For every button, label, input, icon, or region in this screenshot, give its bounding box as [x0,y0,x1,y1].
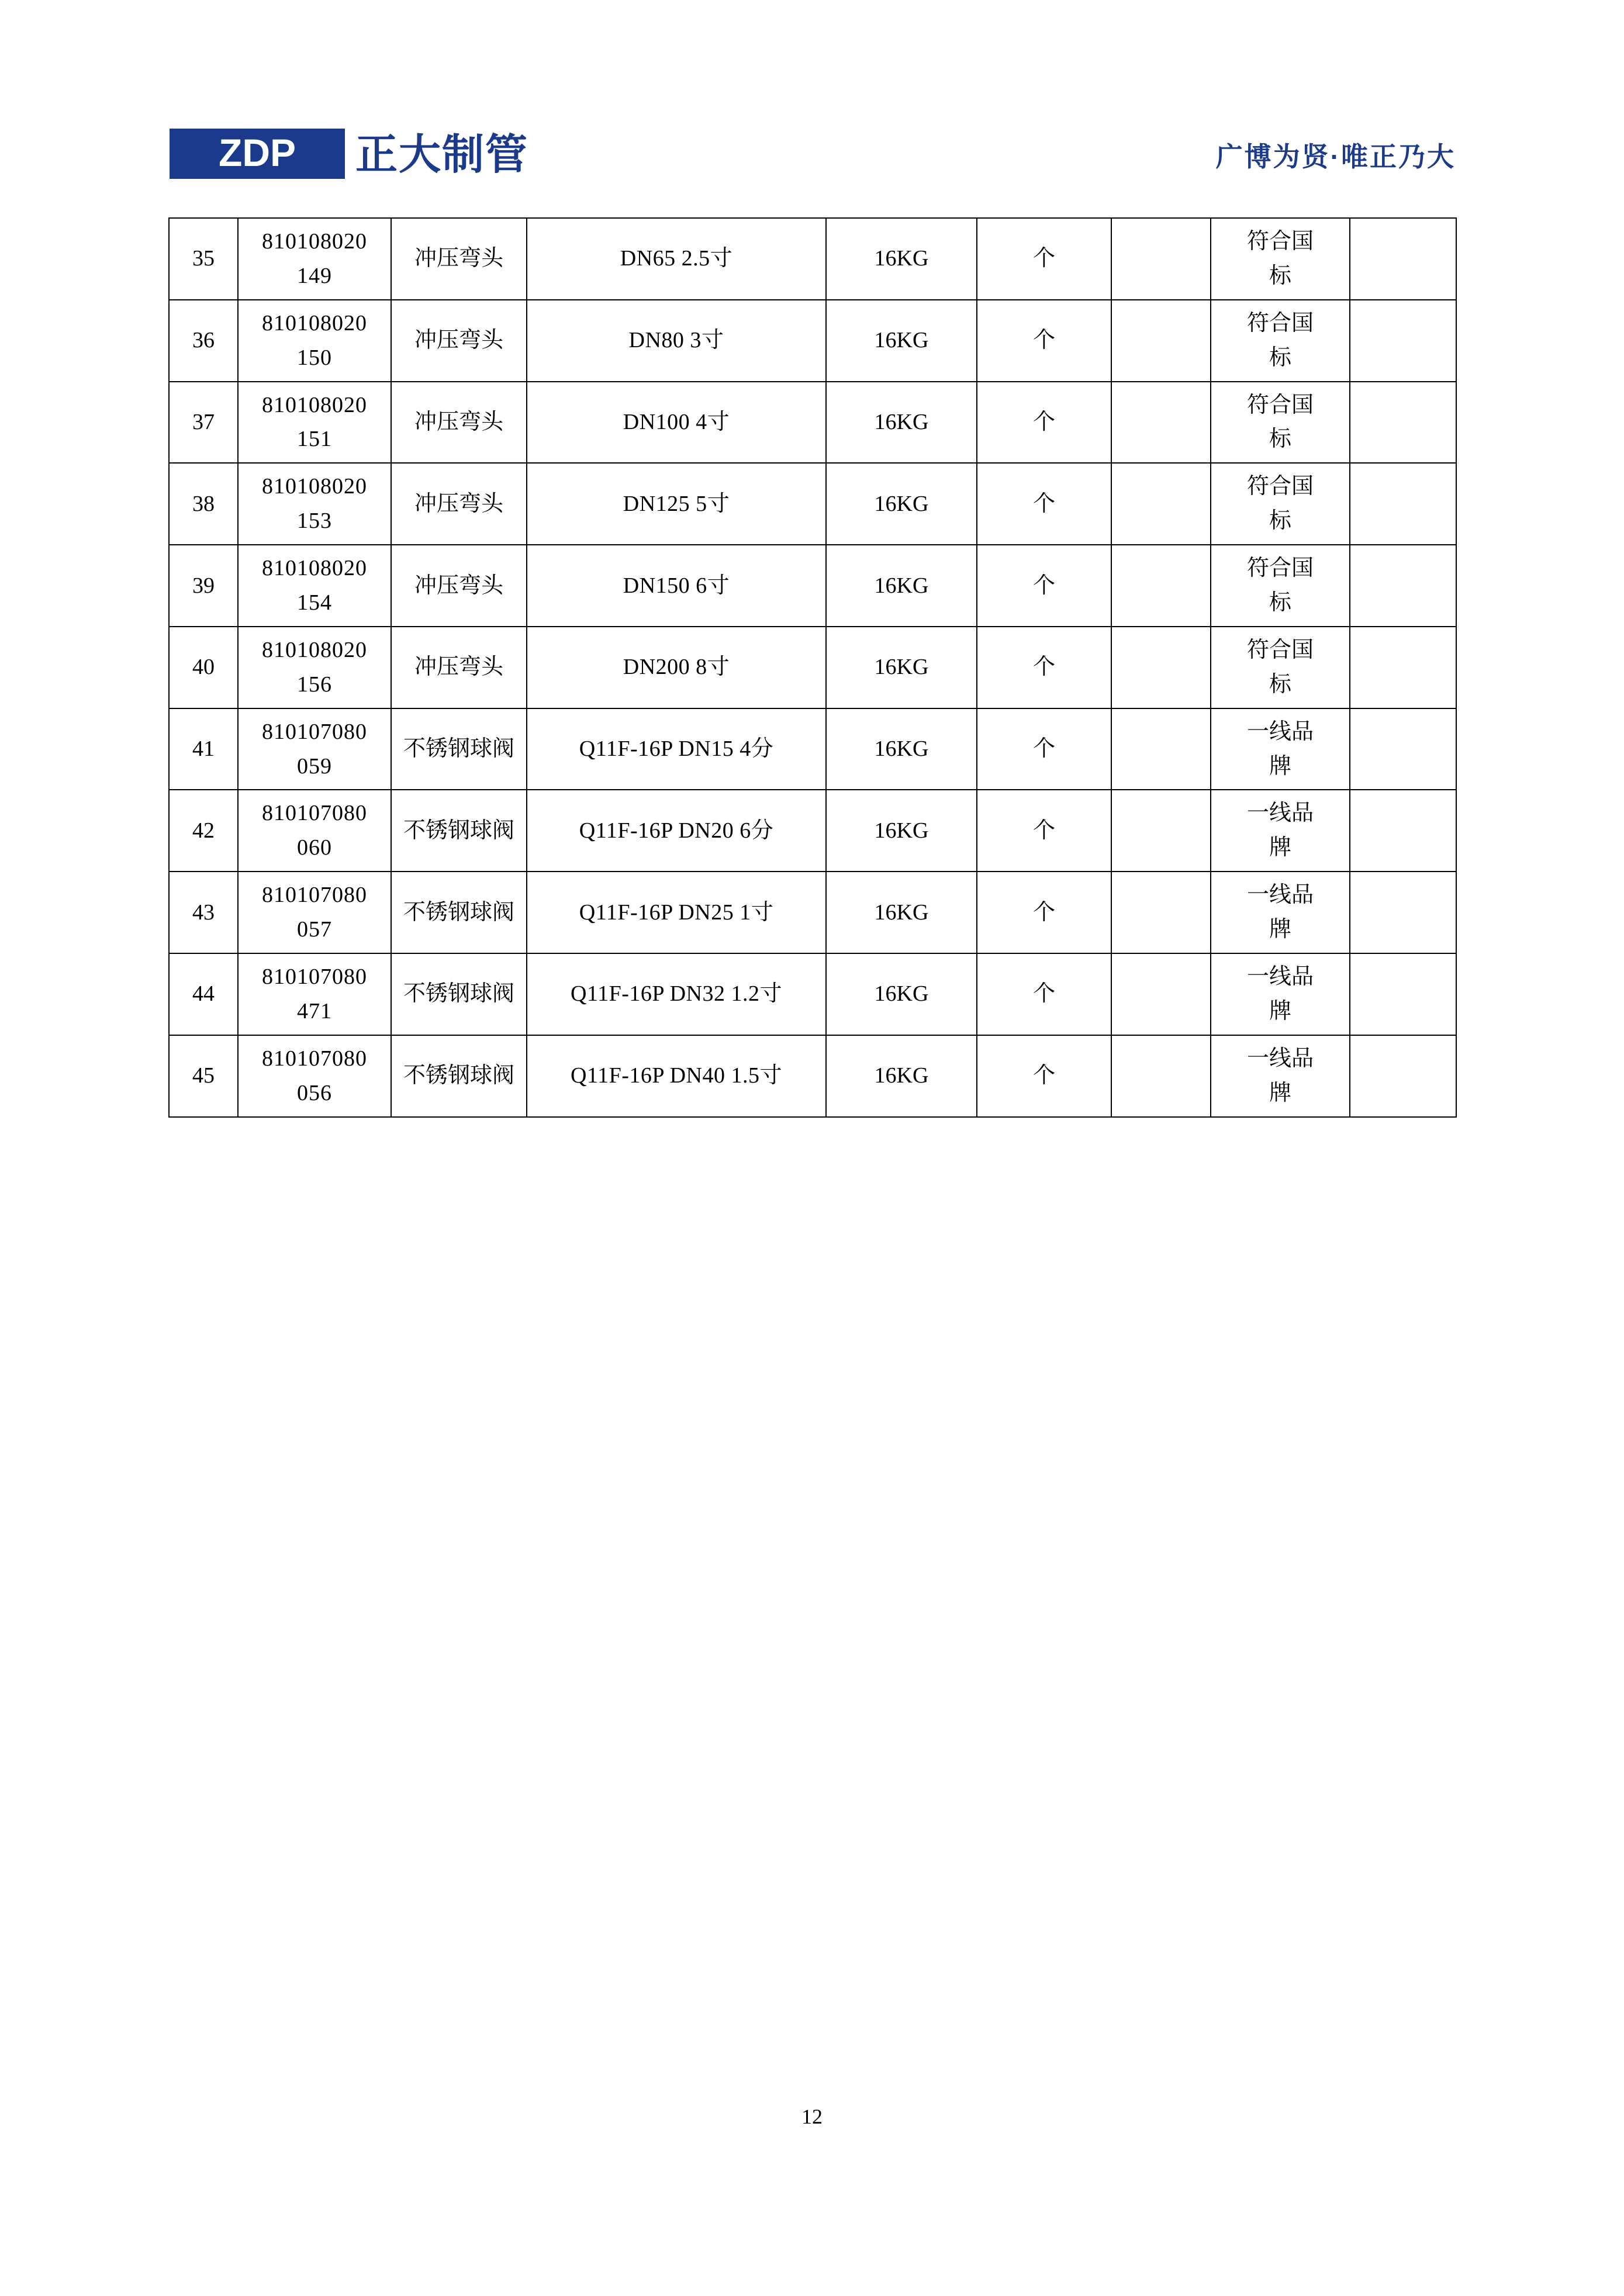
table-row [169,463,1456,545]
cell-spec: Q11F-16P DN20 6分 [527,790,826,872]
cell-spec: DN125 5寸 [527,463,826,545]
table-row [169,790,1456,872]
cell-name: 冲压弯头 [391,300,527,382]
cell-unit: 个 [977,463,1111,545]
svg-text:ZDP: ZDP [219,130,296,174]
cell-name: 冲压弯头 [391,218,527,300]
cell-index: 35 [169,218,238,300]
cell-pressure: 16KG [826,545,977,627]
cell-note-line2: 牌 [1269,1080,1291,1105]
cell-code-line2: 151 [297,427,332,452]
cell-quantity [1111,1035,1211,1117]
cell-note [1211,218,1350,300]
cell-note-line2: 标 [1269,263,1291,288]
cell-quantity [1111,872,1211,953]
cell-code-line2: 060 [297,835,332,860]
cell-code-line1: 810108020 [262,474,367,499]
cell-blank [1350,627,1456,708]
cell-code [238,1035,391,1117]
cell-unit: 个 [977,1035,1111,1117]
cell-note-line2: 标 [1269,345,1291,370]
cell-spec: Q11F-16P DN40 1.5寸 [527,1035,826,1117]
cell-note-line1: 符合国 [1246,310,1314,336]
page-footer [0,2104,1624,2129]
cell-blank [1350,872,1456,953]
cell-note [1211,627,1350,708]
cell-code [238,218,391,300]
cell-spec: Q11F-16P DN25 1寸 [527,872,826,953]
cell-code-line1: 810107080 [262,1046,367,1071]
cell-note-line2: 牌 [1269,998,1291,1023]
cell-note [1211,872,1350,953]
cell-note-line1: 符合国 [1246,556,1314,581]
table-row [169,382,1456,464]
cell-unit: 个 [977,872,1111,953]
cell-index: 43 [169,872,238,953]
cell-blank [1350,708,1456,790]
cell-blank [1350,218,1456,300]
cell-name: 冲压弯头 [391,463,527,545]
cell-code-line2: 149 [297,263,332,288]
cell-note-line2: 标 [1269,672,1291,697]
cell-note-line2: 牌 [1269,917,1291,942]
spec-table-body [169,218,1456,1117]
cell-note-line1: 一线品 [1246,964,1314,990]
cell-code-line1: 810107080 [262,801,367,826]
cell-name: 不锈钢球阀 [391,953,527,1035]
cell-note-line1: 一线品 [1246,1046,1314,1071]
cell-note-line2: 标 [1269,509,1291,534]
company-logo [170,129,528,182]
cell-quantity [1111,382,1211,464]
page-number: 12 [801,2105,823,2128]
cell-pressure: 16KG [826,218,977,300]
cell-unit: 个 [977,953,1111,1035]
cell-code-line2: 153 [297,509,332,534]
cell-spec: DN80 3寸 [527,300,826,382]
cell-note-line1: 符合国 [1246,474,1314,499]
cell-note-line1: 符合国 [1246,392,1314,417]
cell-blank [1350,300,1456,382]
cell-index: 39 [169,545,238,627]
cell-code-line2: 156 [297,672,332,697]
cell-code [238,708,391,790]
cell-quantity [1111,545,1211,627]
cell-quantity [1111,790,1211,872]
cell-blank [1350,790,1456,872]
cell-note [1211,708,1350,790]
cell-quantity [1111,218,1211,300]
cell-code-line2: 057 [297,917,332,942]
cell-code-line2: 150 [297,345,332,370]
cell-note-line1: 符合国 [1246,637,1314,662]
cell-unit: 个 [977,300,1111,382]
cell-code [238,790,391,872]
cell-unit: 个 [977,708,1111,790]
table-row [169,545,1456,627]
cell-code-line1: 810107080 [262,719,367,744]
cell-unit: 个 [977,627,1111,708]
cell-note [1211,300,1350,382]
cell-blank [1350,545,1456,627]
cell-index: 38 [169,463,238,545]
table-row [169,708,1456,790]
cell-pressure: 16KG [826,300,977,382]
cell-spec: Q11F-16P DN15 4分 [527,708,826,790]
cell-note [1211,382,1350,464]
cell-quantity [1111,953,1211,1035]
table-row [169,218,1456,300]
cell-blank [1350,382,1456,464]
cell-name: 不锈钢球阀 [391,790,527,872]
cell-index: 40 [169,627,238,708]
cell-spec: DN100 4寸 [527,382,826,464]
table-row [169,953,1456,1035]
cell-unit: 个 [977,790,1111,872]
cell-spec: Q11F-16P DN32 1.2寸 [527,953,826,1035]
cell-code-line1: 810108020 [262,556,367,581]
page-header [170,117,1456,193]
cell-code-line2: 056 [297,1080,332,1105]
cell-pressure: 16KG [826,463,977,545]
spec-table-container [168,217,1456,1118]
cell-index: 42 [169,790,238,872]
cell-index: 41 [169,708,238,790]
cell-code-line2: 154 [297,590,332,616]
cell-index: 37 [169,382,238,464]
cell-code [238,953,391,1035]
cell-code [238,627,391,708]
cell-pressure: 16KG [826,627,977,708]
cell-note [1211,953,1350,1035]
cell-note-line2: 牌 [1269,835,1291,860]
table-row [169,872,1456,953]
cell-pressure: 16KG [826,953,977,1035]
cell-code [238,300,391,382]
cell-index: 45 [169,1035,238,1117]
cell-note [1211,1035,1350,1117]
cell-blank [1350,953,1456,1035]
cell-code-line2: 059 [297,753,332,779]
cell-note-line2: 标 [1269,427,1291,452]
cell-pressure: 16KG [826,872,977,953]
cell-name: 不锈钢球阀 [391,872,527,953]
cell-note-line1: 一线品 [1246,883,1314,908]
cell-note [1211,545,1350,627]
cell-code-line1: 810108020 [262,392,367,417]
cell-note [1211,463,1350,545]
cell-code [238,872,391,953]
cell-pressure: 16KG [826,708,977,790]
cell-unit: 个 [977,218,1111,300]
cell-code [238,545,391,627]
cell-pressure: 16KG [826,1035,977,1117]
cell-note-line2: 牌 [1269,753,1291,779]
cell-name: 冲压弯头 [391,627,527,708]
cell-index: 36 [169,300,238,382]
cell-code-line1: 810107080 [262,964,367,990]
cell-blank [1350,1035,1456,1117]
cell-index: 44 [169,953,238,1035]
table-row [169,1035,1456,1117]
company-slogan: 广博为贤·唯正乃大 [1215,141,1456,172]
spec-table [168,217,1457,1118]
cell-code-line1: 810107080 [262,883,367,908]
cell-code [238,382,391,464]
company-name: 正大制管 [355,132,529,178]
cell-unit: 个 [977,382,1111,464]
cell-spec: DN65 2.5寸 [527,218,826,300]
cell-note [1211,790,1350,872]
cell-note-line2: 标 [1269,590,1291,616]
cell-code-line1: 810108020 [262,229,367,254]
cell-name: 冲压弯头 [391,382,527,464]
table-row [169,627,1456,708]
cell-name: 冲压弯头 [391,545,527,627]
cell-quantity [1111,300,1211,382]
cell-note-line1: 符合国 [1246,229,1314,254]
cell-code-line1: 810108020 [262,637,367,662]
cell-quantity [1111,708,1211,790]
cell-spec: DN150 6寸 [527,545,826,627]
cell-quantity [1111,627,1211,708]
cell-spec: DN200 8寸 [527,627,826,708]
cell-pressure: 16KG [826,382,977,464]
zdp-logo-icon [170,129,345,182]
cell-code [238,463,391,545]
cell-pressure: 16KG [826,790,977,872]
cell-code-line2: 471 [297,998,332,1023]
table-row [169,300,1456,382]
cell-note-line1: 一线品 [1246,719,1314,744]
cell-name: 不锈钢球阀 [391,1035,527,1117]
cell-quantity [1111,463,1211,545]
cell-note-line1: 一线品 [1246,801,1314,826]
cell-name: 不锈钢球阀 [391,708,527,790]
cell-unit: 个 [977,545,1111,627]
cell-blank [1350,463,1456,545]
cell-code-line1: 810108020 [262,310,367,336]
